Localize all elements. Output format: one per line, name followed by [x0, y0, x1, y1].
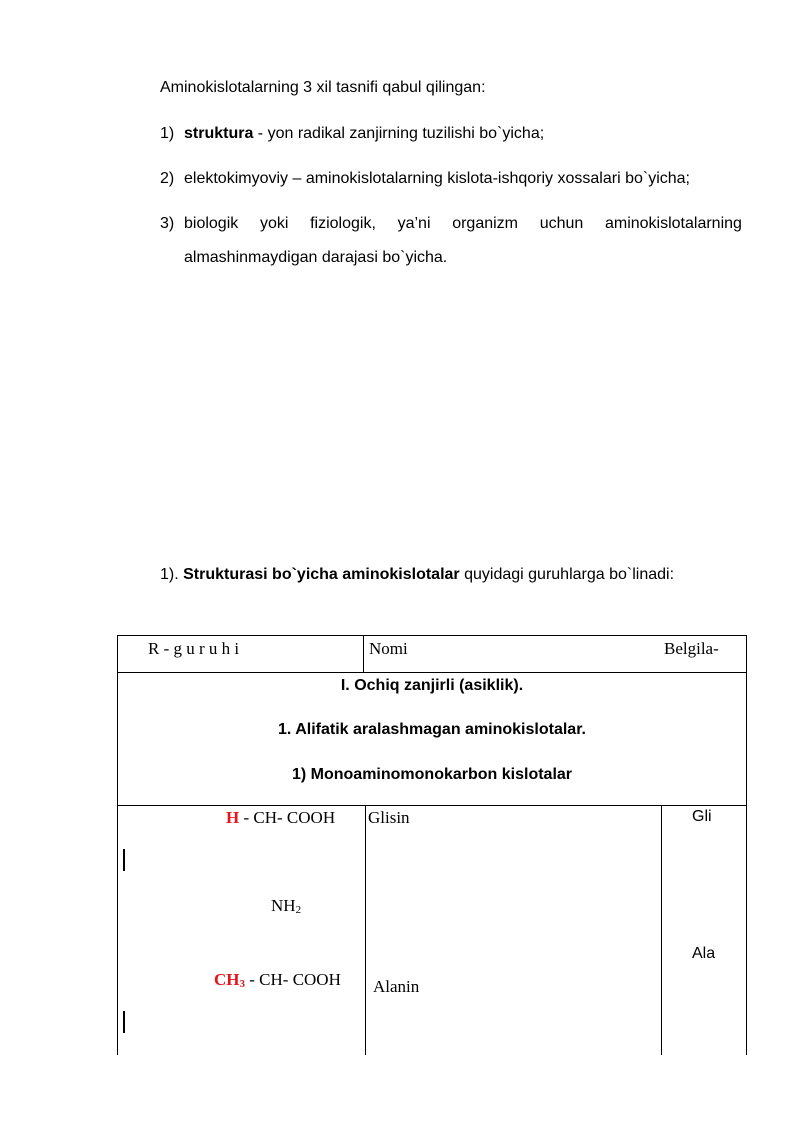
list-text-line2: almashinmaydigan darajasi bo`yicha. [184, 249, 448, 266]
list-text: elektokimyoviy – aminokislotalarning kislota-ishqoriy xossalari bo`yicha; [184, 170, 690, 187]
subsubgroup-title: 1) Monoaminomonokarbon kislotalar [291, 766, 573, 783]
list-number: 2) [160, 170, 175, 187]
formula-alanine: CH3 - CH- COOH [214, 970, 341, 990]
section-heading: 1). Strukturasi bo`yicha aminokislotalar quyidagi guruhlarga bo`linadi: [160, 566, 675, 583]
table-border [117, 635, 118, 1055]
list-text-justified: biologik yoki fiziologik, ya’ni organizm uchun aminokislotalarning [184, 215, 742, 232]
group-title: I. Ochiq zanjirli (asiklik). [340, 677, 524, 694]
table-border [117, 805, 747, 806]
r-group: H [226, 808, 240, 827]
header-symbol: Belgila- [664, 639, 719, 658]
table-border [365, 805, 366, 1055]
list-text: struktura - yon radikal zanjirning tuzilishi bo`yicha; [184, 125, 545, 142]
bond-line [123, 849, 125, 871]
table-border [746, 635, 747, 1055]
header-name: Nomi [369, 639, 408, 658]
subgroup-title: 1. Alifatik aralashmagan aminokislotalar. [278, 721, 586, 738]
bond-line [123, 1011, 125, 1033]
list-number: 3) [160, 215, 175, 232]
header-r-group: R - g u r u h i [148, 639, 240, 658]
table-border [117, 635, 747, 636]
list-number: 1) [160, 125, 175, 142]
symbol-alanine: Ala [692, 945, 716, 962]
name-glycine: Glisin [368, 808, 410, 827]
name-alanine: Alanin [373, 977, 420, 996]
table-border [661, 805, 662, 1055]
intro-text: Aminokislotalarning 3 xil tasnifi qabul qilingan: [160, 79, 486, 96]
table-border [363, 635, 364, 672]
formula-glycine: H - CH- COOH [226, 808, 336, 827]
r-group: CH3 [214, 970, 245, 990]
table-border [117, 672, 747, 673]
amino-group: NH2 [271, 896, 302, 916]
amino-acid-table [117, 635, 747, 1055]
symbol-glycine: Gli [692, 808, 712, 825]
list-item [160, 214, 750, 274]
